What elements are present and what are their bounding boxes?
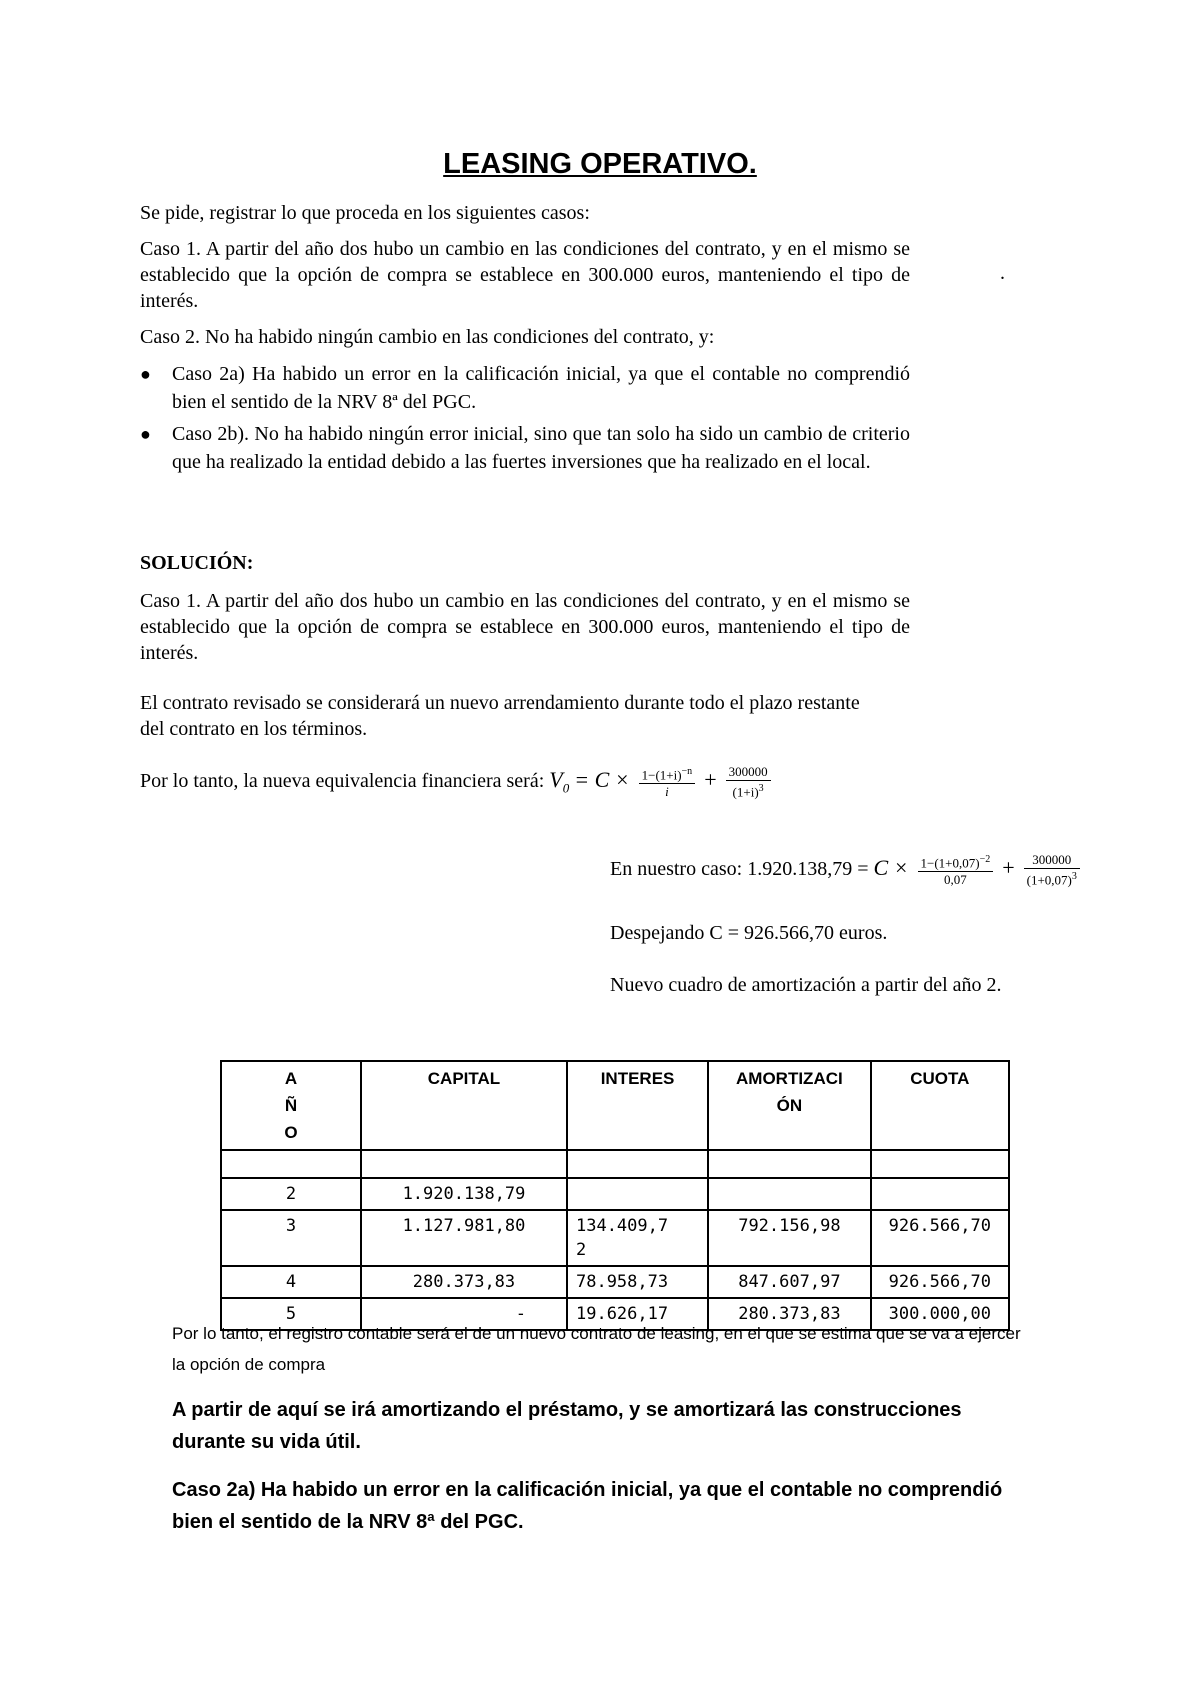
despejando-text: Despejando C = 926.566,70 euros. [610,922,888,944]
frac1-num-exp: −n [681,766,693,777]
bullet-caso2b [140,420,910,476]
table-row [221,1210,1009,1266]
stray-dot: . [1000,262,1005,284]
formula-lhs-sub: 0 [562,780,570,796]
cell-year: 4 [221,1266,361,1298]
formula-plus: + [704,766,717,792]
cell-year: 2 [221,1178,361,1210]
case-frac2-num: 300000 [1024,852,1080,869]
cell-interes: 19.626,17 [567,1298,708,1330]
case-formula-lead: En nuestro caso: 1.920.138,79 = [610,857,869,880]
general-formula [140,764,775,800]
amortizando-text: A partir de aquí se irá amortizando el préstamo, y se amortizará las construcciones durante su vida útil. [172,1399,962,1453]
cell-year: 3 [221,1210,361,1266]
formula-lead: Por lo tanto, la nueva equivalencia financiera será: [140,769,545,792]
caso2a-final-text: Caso 2a) Ha habido un error en la calificación inicial, ya que el contable no comprendió bien el sentido de la NRV 8ª del PGC. [172,1479,1003,1533]
frac1-num: 1−(1+i) [641,767,682,783]
caso2-bullet-list [140,360,910,480]
intro-text: Se pide, registrar lo que proceda en los siguientes casos: [140,202,590,224]
case-formula-plus: + [1002,854,1015,880]
case-frac1-den: 0,07 [943,872,967,888]
case-fraction-1 [918,852,994,888]
cell-capital: - [361,1298,567,1330]
case-frac1-num-exp: −2 [979,854,991,865]
cell-cuota: 926.566,70 [871,1210,1009,1266]
nuevo-cuadro-text: Nuevo cuadro de amortización a partir del año 2. [610,974,1002,996]
cell-cuota [871,1178,1009,1210]
bullet-text: Caso 2b). No ha habido ningún error inicial, sino que tan solo ha sido un cambio de criterio que ha realizado la entidad debido a las fuertes inversiones que ha realizado en el local. [172,423,910,473]
header-capital: CAPITAL [361,1061,567,1150]
formula-fraction-2 [726,764,771,800]
revised-contract-text: El contrato revisado se considerará un nuevo arrendamiento durante todo el plazo restante del contrato en los términos. [140,692,860,740]
frac2-den: (1+i) [732,784,759,800]
case-formula [610,852,1084,888]
frac1-den: i [665,784,669,800]
case-fraction-2 [1024,852,1080,888]
bullet-text: Caso 2a) Ha habido un error en la calificación inicial, ya que el contable no comprendió bien el sentido de la NRV 8ª del PGC. [172,363,910,413]
caso1-text: Caso 1. A partir del año dos hubo un cambio en las condiciones del contrato, y en el mismo se establecido que la opción de compra se establece en 300.000 euros, manteniendo el tipo de interés. [140,238,910,312]
caso1-repeat-text: Caso 1. A partir del año dos hubo un cambio en las condiciones del contrato, y en el mismo se establecido que la opción de compra se establece en 300.000 euros, manteniendo el tipo de interés. [140,590,910,664]
formula-eq: = C × [574,766,630,792]
table-header-row [221,1061,1009,1150]
page-title: LEASING OPERATIVO. [443,148,757,180]
header-year: A Ñ O [221,1061,361,1150]
formula-fraction-1 [639,764,696,800]
header-amortizacion: AMORTIZACI ÓN [708,1061,871,1150]
caso2-text: Caso 2. No ha habido ningún cambio en las condiciones del contrato, y: [140,326,715,348]
frac2-num: 300000 [726,764,771,781]
cell-interes: 78.958,73 [567,1266,708,1298]
cell-amortizacion: 792.156,98 [708,1210,871,1266]
header-cuota: CUOTA [871,1061,1009,1150]
cell-interes: 134.409,7 2 [567,1210,708,1266]
bullet-icon: ● [140,364,151,384]
cell-capital: 280.373,83 [361,1266,567,1298]
case-formula-mult: C × [873,854,909,880]
cell-cuota: 926.566,70 [871,1266,1009,1298]
table-row-empty [221,1150,1009,1178]
amortization-table [220,1060,1010,1331]
bullet-caso2a [140,360,910,416]
cell-capital: 1.127.981,80 [361,1210,567,1266]
registro-text: Por lo tanto, el registro contable será el de un nuevo contrato de leasing, en el que se estima que se va a ejercer la opción de compra [172,1324,1021,1374]
bullet-icon: ● [140,424,151,444]
solution-heading: SOLUCIÓN: [140,552,254,574]
header-interes: INTERES [567,1061,708,1150]
formula-lhs: V [549,766,563,792]
table-row [221,1266,1009,1298]
frac2-den-exp: 3 [758,783,764,794]
cell-interes [567,1178,708,1210]
cell-cuota: 300.000,00 [871,1298,1009,1330]
case-frac1-num: 1−(1+0,07) [920,855,980,871]
case-frac2-den-exp: 3 [1071,871,1077,882]
cell-amortizacion: 847.607,97 [708,1266,871,1298]
case-frac2-den: (1+0,07) [1026,872,1072,888]
cell-year: 5 [221,1298,361,1330]
cell-amortizacion: 280.373,83 [708,1298,871,1330]
cell-amortizacion [708,1178,871,1210]
cell-capital: 1.920.138,79 [361,1178,567,1210]
table-row [221,1178,1009,1210]
